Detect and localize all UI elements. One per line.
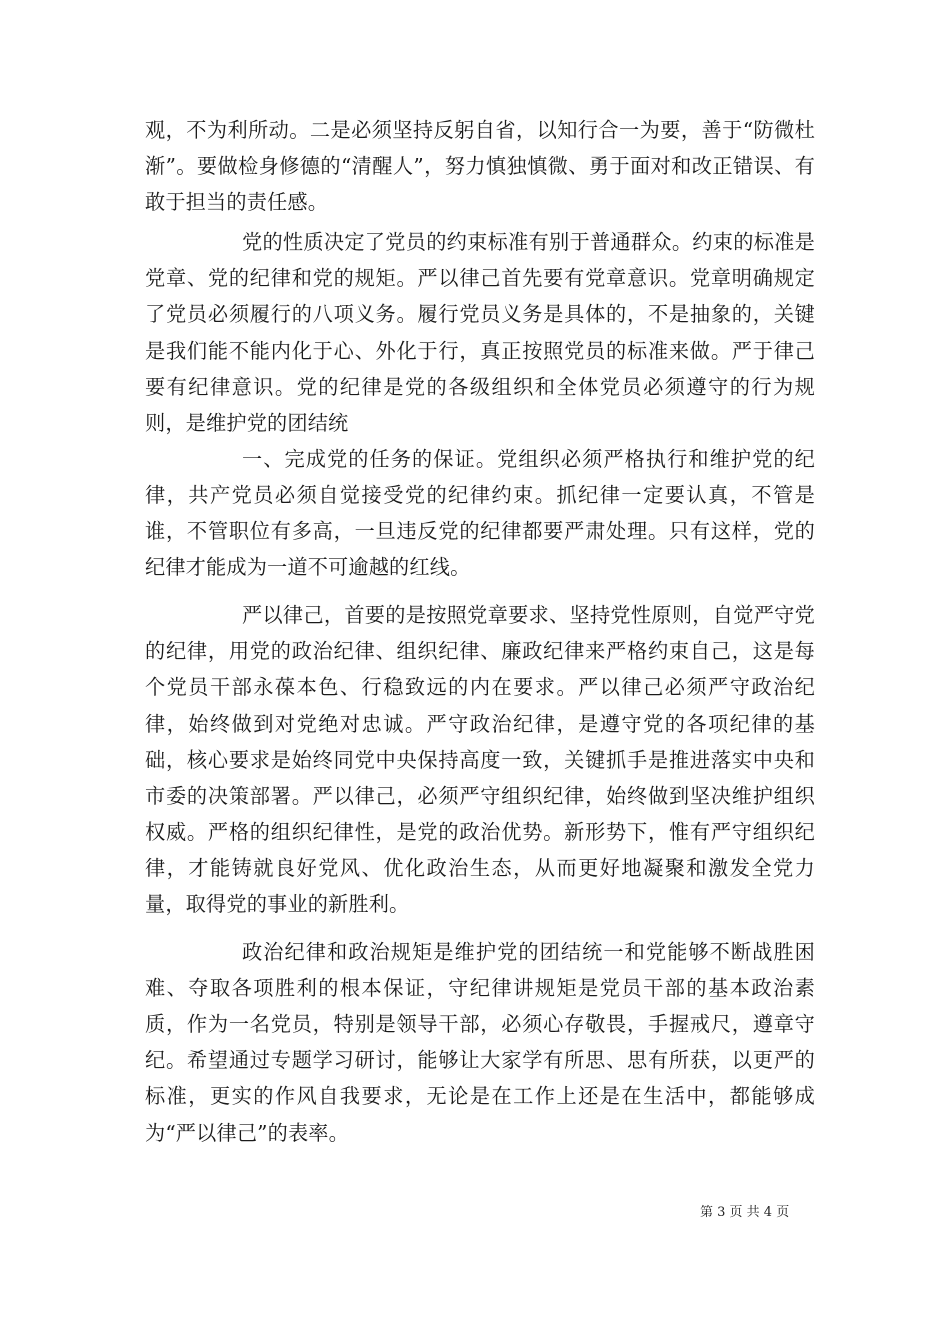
page-number-footer: 第 3 页 共 4 页 xyxy=(700,1205,790,1220)
paragraph-4: 严以律己，首要的是按照党章要求、坚持党性原则，自觉严守党的纪律，用党的政治纪律、组织纪律、廉政纪律来严格约束自己，这是每个党员干部永葆本色、行稳致远的内在要求。严以律己必须严守政治纪律，始终做到对党绝对忠诚。严守政治纪律，是遵守党的各项纪律的基础，核心要求是始终同党中央保持高度一致，关键抓手是推进落实中央和市委的决策部署。严以律己，必须严守组织纪律，始终做到坚决维护组织权威。严格的组织纪律性，是党的政治优势。新形势下，惟有严守组织纪律，才能铸就良好党风、优化政治生态，从而更好地凝聚和激发全党力量，取得党的事业的新胜利。 xyxy=(145,603,815,916)
paragraph-5: 政治纪律和政治规矩是维护党的团结统一和党能够不断战胜困难、夺取各项胜利的根本保证，守纪律讲规矩是党员干部的基本政治素质，作为一名党员，特别是领导干部，必须心存敬畏，手握戒尺，遵章守纪。希望通过专题学习研讨，能够让大家学有所思、思有所获，以更严的标准，更实的作风自我要求，无论是在工作上还是在生活中，都能够成为“严以律己”的表率。 xyxy=(145,940,815,1145)
document-body xyxy=(145,112,815,1151)
paragraph-1: 观，不为利所动。二是必须坚持反躬自省，以知行合一为要，善于“防微杜渐”。要做检身修德的“清醒人”，努力慎独慎微、勇于面对和改正错误、有敢于担当的责任感。 xyxy=(145,118,815,215)
paragraph-2: 党的性质决定了党员的约束标准有别于普通群众。约束的标准是党章、党的纪律和党的规矩。严以律己首先要有党章意识。党章明确规定了党员必须履行的八项义务。履行党员义务是具体的，不是抽象的，关键是我们能不能内化于心、外化于行，真正按照党员的标准来做。严于律己要有纪律意识。党的纪律是党的各级组织和全体党员必须遵守的行为规则，是维护党的团结统 xyxy=(145,230,815,435)
paragraph-3: 一、完成党的任务的保证。党组织必须严格执行和维护党的纪律，共产党员必须自觉接受党的纪律约束。抓纪律一定要认真，不管是谁，不管职位有多高，一旦违反党的纪律都要严肃处理。只有这样，党的纪律才能成为一道不可逾越的红线。 xyxy=(145,446,815,580)
